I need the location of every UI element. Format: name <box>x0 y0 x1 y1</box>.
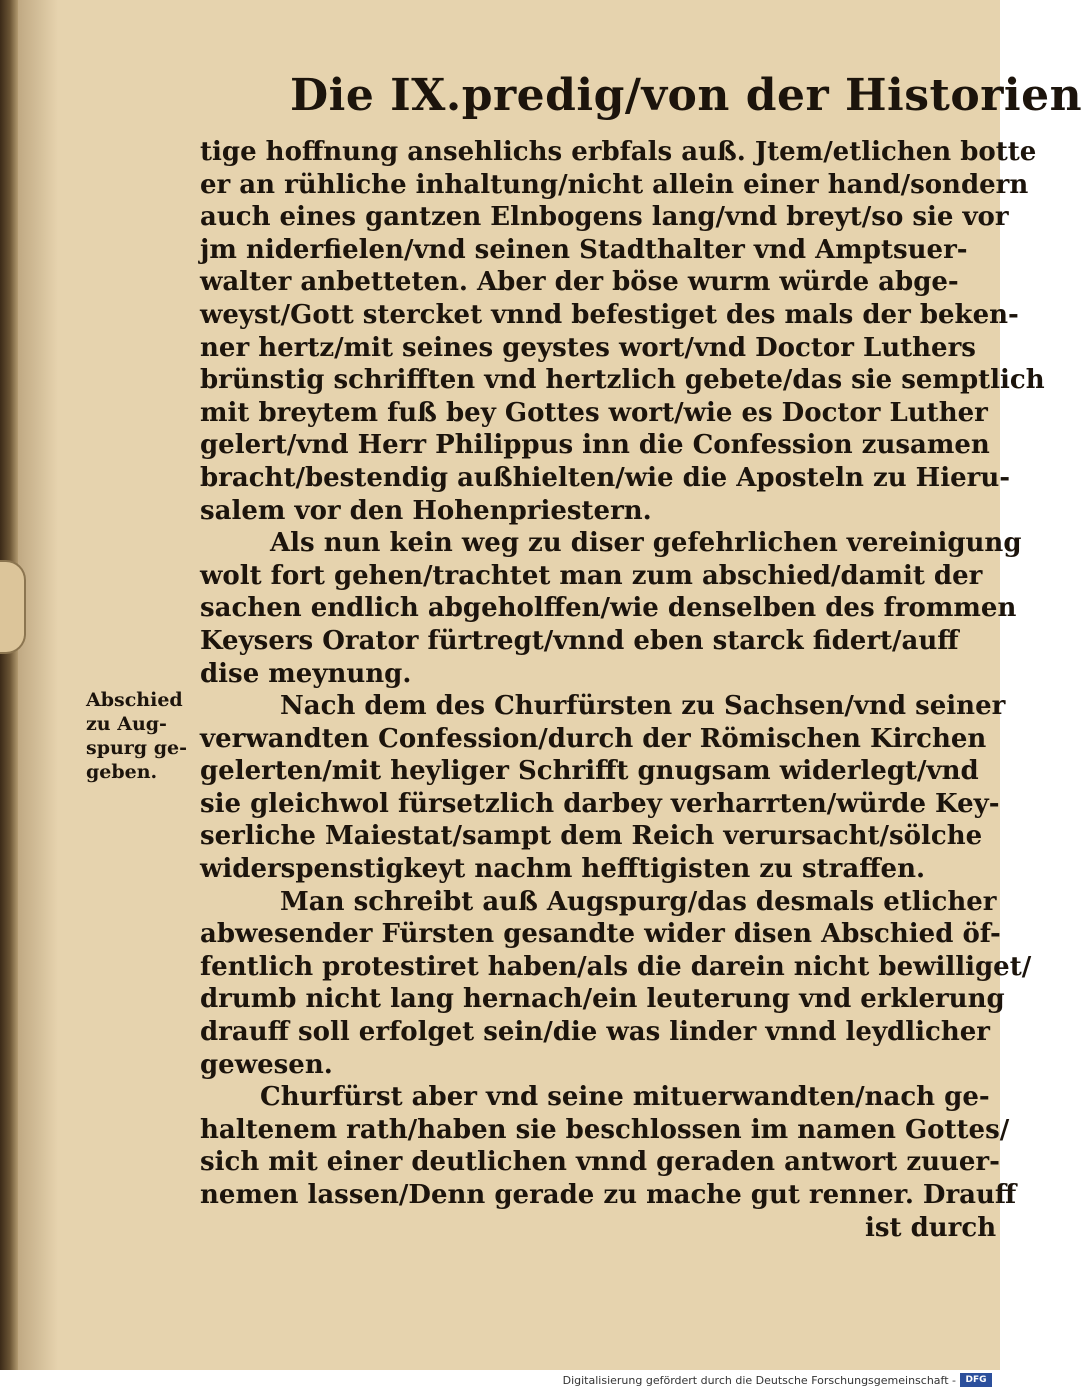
text-line-5: walter anbetteten. Aber der böse wurm würde abge- <box>200 267 959 298</box>
text-line-1: tige hoffnung ansehlichs erbfals auß. Jtem/etlichen botte <box>200 137 1037 167</box>
text-line-33: nemen lassen/Denn gerade zu mache gut renner. Drauff <box>200 1180 1017 1210</box>
margin-note-line-2: zu Aug- <box>86 713 167 735</box>
text-line-27: drumb nicht lang hernach/ein leuterung vnd erklerung <box>200 984 1005 1015</box>
text-line-32: sich mit einer deutlichen vnnd geraden antwort zuuer- <box>200 1147 1000 1178</box>
text-line-26: fentlich protestiret haben/als die darein nicht bewilliget/ <box>200 951 1032 982</box>
text-line-17: dise meynung. <box>200 658 412 689</box>
text-line-9: mit breytem fuß bey Gottes wort/wie es Doctor Luther <box>200 397 988 428</box>
text-line-6: weyst/Gott stercket vnnd befestiget des mals der beken- <box>200 299 1019 330</box>
book-binding-edge <box>0 0 18 1370</box>
text-line-10: gelert/vnd Herr Philippus inn die Confession zusamen <box>200 430 990 461</box>
text-line-34: ist durch <box>865 1212 997 1243</box>
text-line-12: salem vor den Hohenpriestern. <box>200 495 652 526</box>
binding-clasp <box>0 560 26 654</box>
gutter-shadow <box>18 0 58 1370</box>
text-line-24: Man schreibt auß Augspurg/das desmals etlicher <box>280 886 997 917</box>
text-line-23: widerspenstigkeyt nachm hefftigisten zu straffen. <box>200 854 926 885</box>
text-line-31: haltenem rath/haben sie beschlossen im namen Gottes/ <box>200 1114 1010 1145</box>
text-line-14: wolt fort gehen/trachtet man zum abschied/damit der <box>200 560 983 591</box>
text-line-2: er an rühliche inhaltung/nicht allein einer hand/sondern <box>200 169 1029 200</box>
text-line-8: brünstig schrifften vnd hertzlich gebete/das sie semptlich <box>200 365 1045 396</box>
running-title: Die IX.predig/von der Historien <box>290 70 1082 121</box>
text-line-18: Nach dem des Churfürsten zu Sachsen/vnd seiner <box>280 691 1006 722</box>
main-text-block <box>200 136 1045 1244</box>
text-line-29: gewesen. <box>200 1049 333 1080</box>
text-line-20: gelerten/mit heyliger Schrifft gnugsam widerlegt/vnd <box>200 756 979 787</box>
text-line-3: auch eines gantzen Elnbogens lang/vnd breyt/so sie vor <box>200 202 1009 233</box>
text-line-25: abwesender Fürsten gesandte wider disen Abschied öf- <box>200 919 1001 950</box>
text-line-16: Keysers Orator fürtregt/vnnd eben starck fidert/auff <box>200 625 959 656</box>
text-line-7: ner hertz/mit seines geystes wort/vnd Doctor Luthers <box>200 332 976 363</box>
digitization-footer <box>0 1370 1000 1392</box>
text-line-22: serliche Maiestat/sampt dem Reich verursacht/sölche <box>200 821 983 852</box>
funding-notice: Digitalisierung gefördert durch die Deutsche Forschungsgemeinschaft - <box>562 1374 956 1387</box>
text-line-11: bracht/bestendig außhielten/wie die Aposteln zu Hieru- <box>200 462 1011 493</box>
text-line-28: drauff soll erfolget sein/die was linder vnnd leydlicher <box>200 1017 990 1048</box>
margin-note-line-4: geben. <box>86 761 158 783</box>
margin-note-line-1: Abschied <box>86 689 183 711</box>
text-line-19: verwandten Confession/durch der Römischen Kirchen <box>200 723 987 754</box>
text-line-30: Churfürst aber vnd seine mituerwandten/nach ge- <box>260 1082 990 1113</box>
dfg-logo-icon: DFG <box>960 1373 992 1387</box>
margin-note <box>86 688 198 784</box>
text-line-15: sachen endlich abgeholffen/wie denselben des frommen <box>200 593 1017 624</box>
text-line-13: Als nun kein weg zu diser gefehrlichen vereinigung <box>270 528 1022 559</box>
text-line-4: jm niderfielen/vnd seinen Stadthalter vnd Amptsuer- <box>200 234 968 265</box>
text-line-21: sie gleichwol fürsetzlich darbey verharrten/würde Key- <box>200 788 1000 819</box>
margin-note-line-3: spurg ge- <box>86 737 187 759</box>
